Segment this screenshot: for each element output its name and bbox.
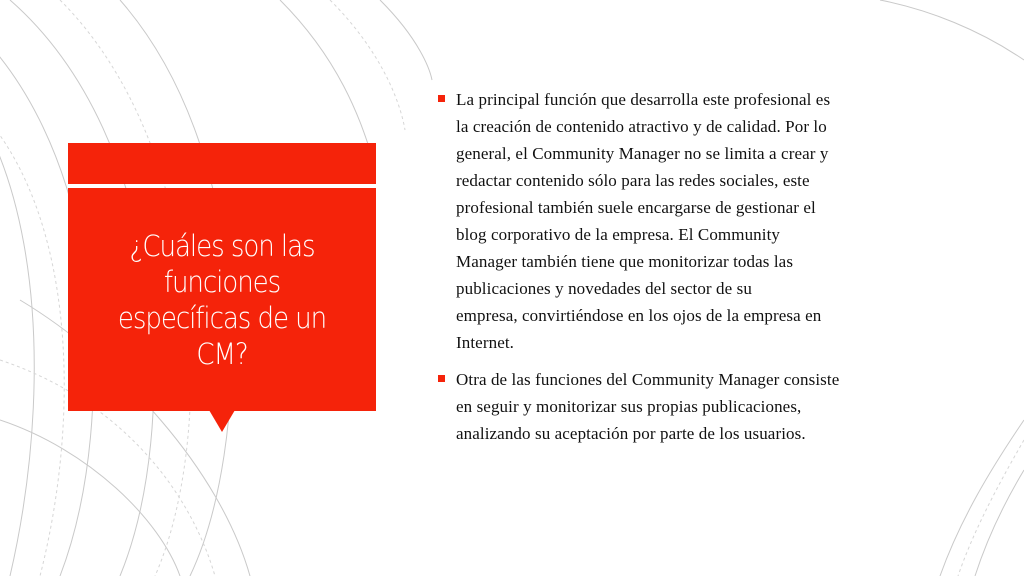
content-area [438, 86, 958, 457]
title-box [68, 188, 376, 411]
bullet-item-2 [438, 366, 958, 447]
bullet-1-line-1: La principal función que desarrolla este profesional es [456, 90, 831, 109]
bullet-1-line-5: profesional también suele encargarse de gestionar el [456, 198, 816, 217]
bullet-item-1 [438, 86, 958, 356]
bullet-1-line-3: general, el Community Manager no se limita a crear y [456, 144, 829, 163]
bullet-2-line-2: en seguir y monitorizar sus propias publicaciones, [456, 397, 802, 416]
bullet-1-line-4: redactar contenido sólo para las redes sociales, este [456, 171, 810, 190]
square-bullet-icon [438, 375, 445, 382]
bullet-1-line-8: publicaciones y novedades del sector de su [456, 279, 752, 298]
bullet-1-line-2: la creación de contenido atractivo y de calidad. Por lo [456, 117, 827, 136]
bullet-1-line-9: empresa, convirtiéndose en los ojos de la empresa en [456, 306, 822, 325]
bullet-1-line-7: Manager también tiene que monitorizar todas las [456, 252, 794, 271]
title-pointer [209, 410, 235, 432]
bullet-2-line-3: analizando su aceptación por parte de los usuarios. [456, 424, 806, 443]
slide-title: ¿Cuáles son las funciones específicas de un CM? [117, 228, 327, 371]
bullet-2-line-1: Otra de las funciones del Community Manager consiste [456, 370, 840, 389]
title-accent-bar [68, 143, 376, 184]
bullet-1-line-6: blog corporativo de la empresa. El Community [456, 225, 781, 244]
square-bullet-icon [438, 95, 445, 102]
bullet-1-line-10: Internet. [456, 333, 515, 352]
